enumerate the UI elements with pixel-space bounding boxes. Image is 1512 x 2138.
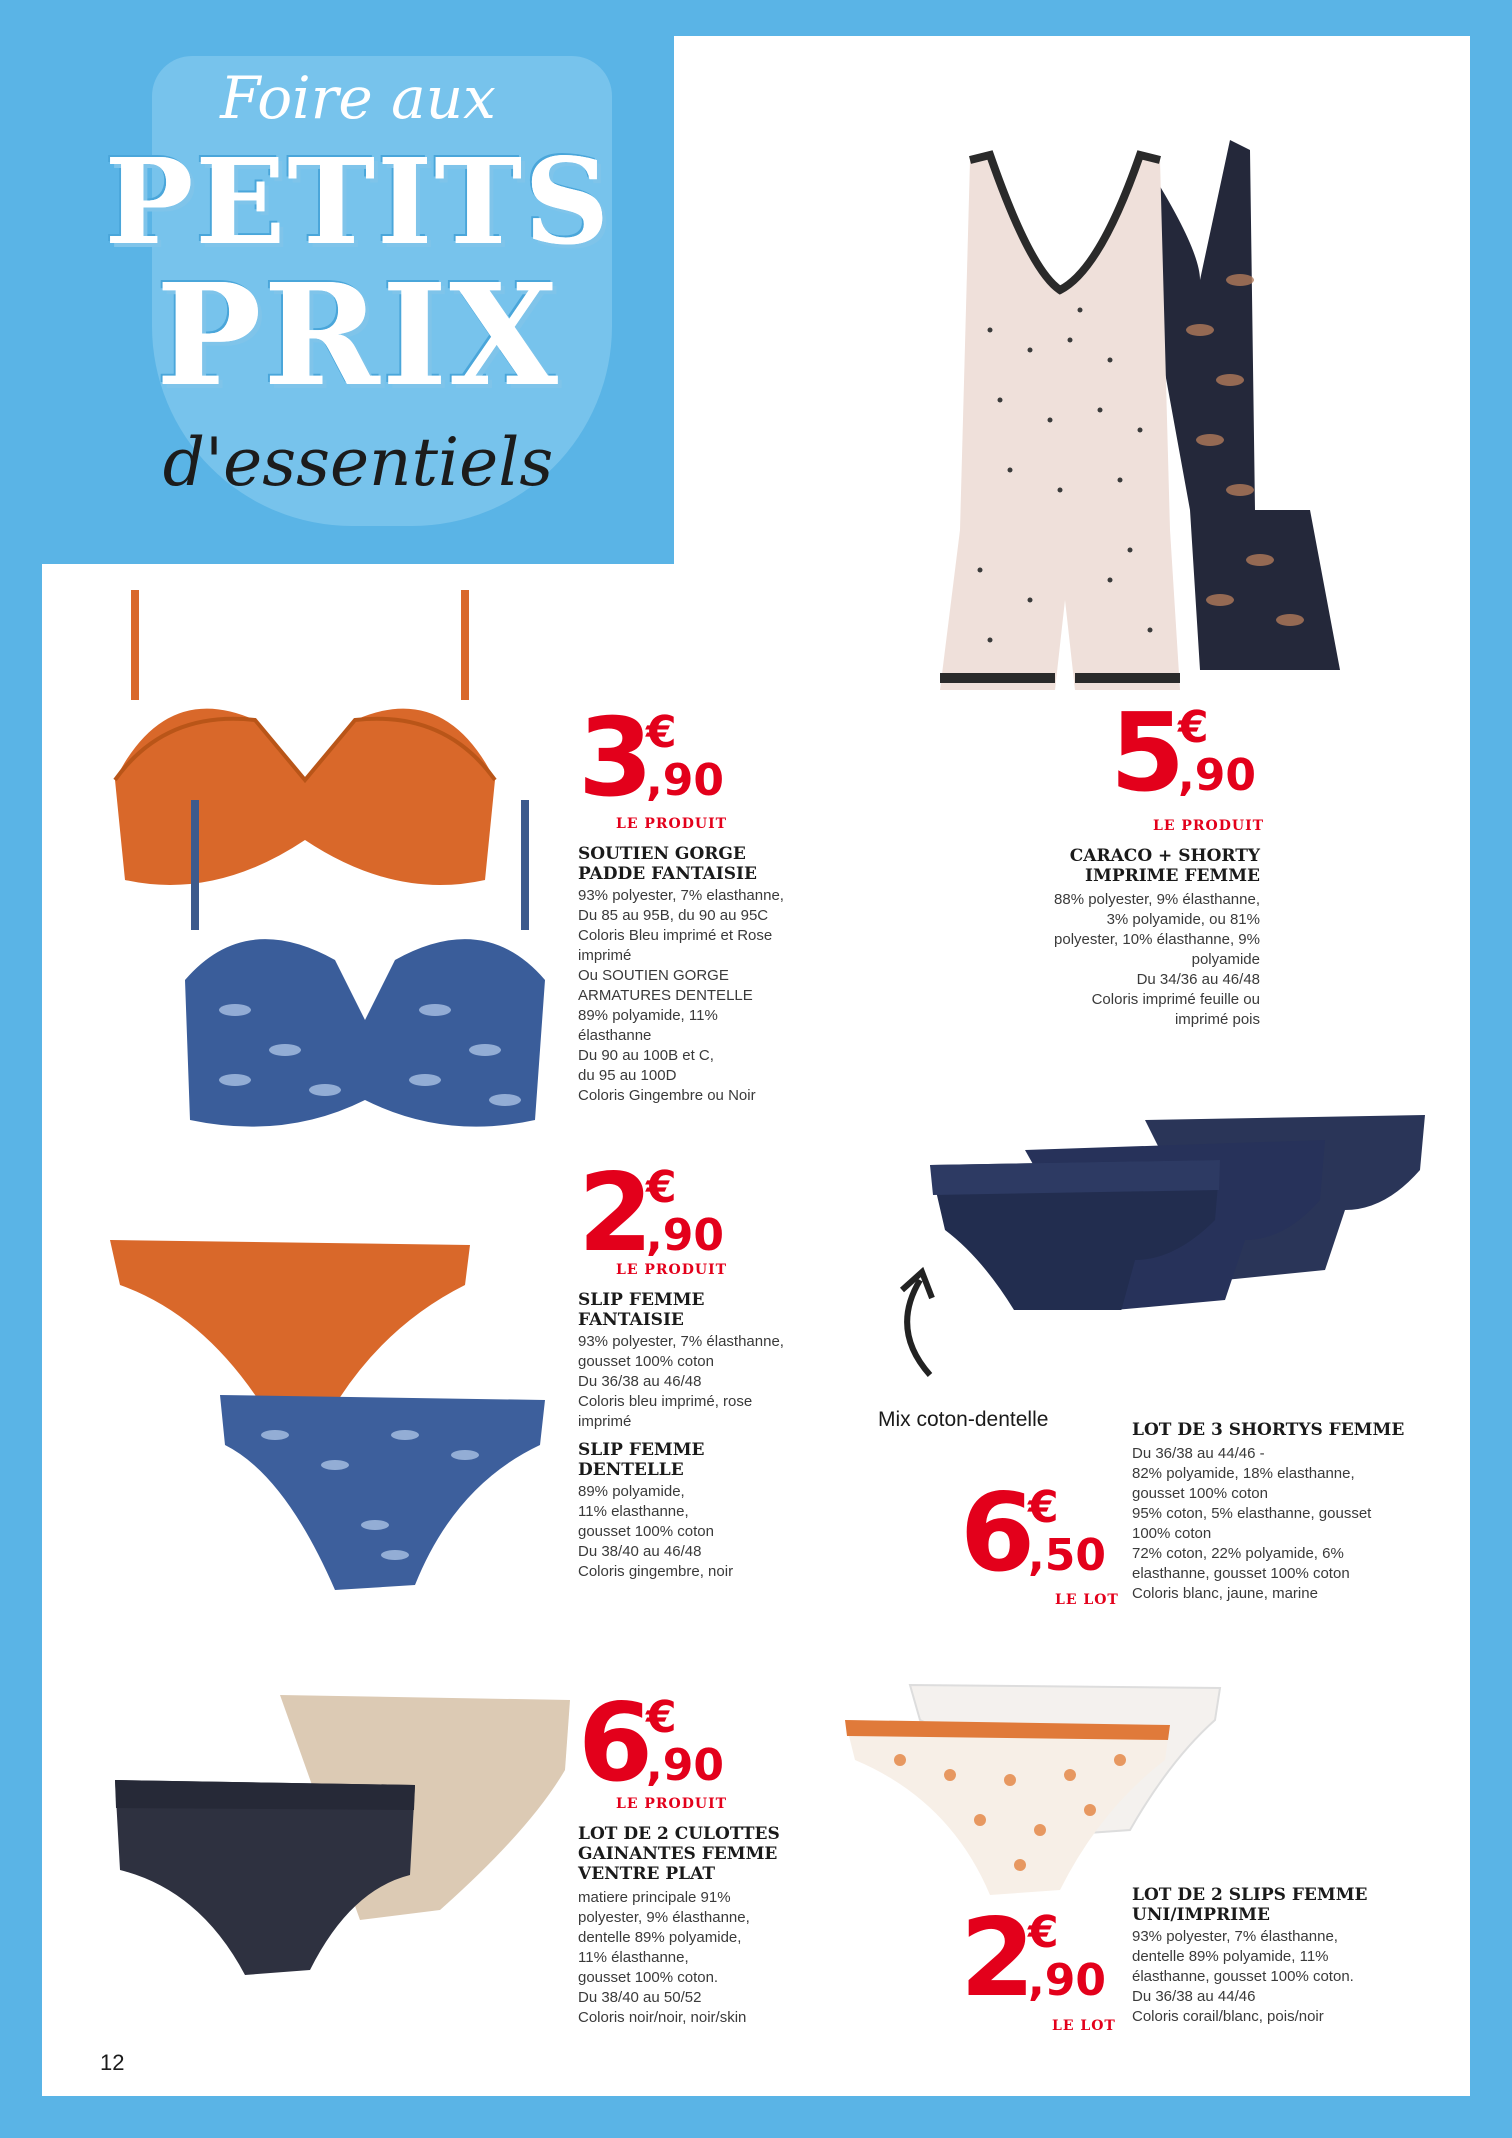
header-line4: d'essentiels [162, 424, 554, 501]
slips2-title: LOT DE 2 SLIPS FEMME UNI/IMPRIME [1132, 1885, 1368, 1925]
caraco-light [940, 155, 1180, 690]
bra-price [578, 696, 738, 821]
bra-price-int: 3 [578, 696, 650, 821]
culottes-title: LOT DE 2 CULOTTES GAINANTES FEMME VENTRE PLAT [578, 1824, 780, 1884]
frame-top [0, 0, 1512, 36]
header-line2: PETITS [104, 132, 612, 271]
caraco-unit: LE PRODUIT [1153, 818, 1265, 834]
slip-title-fantaisie: SLIP FEMME FANTAISIE [578, 1290, 705, 1330]
caraco-title: CARACO + SHORTY IMPRIME FEMME [1069, 846, 1260, 886]
slip-price-currency: € [646, 1162, 677, 1213]
page-number: 12 [100, 2050, 125, 2075]
culottes-unit: LE PRODUIT [616, 1796, 728, 1812]
shortys-price [960, 1471, 1120, 1596]
caraco-price-cents: ,90 [1178, 750, 1256, 801]
bra-unit: LE PRODUIT [616, 816, 728, 832]
header-banner [42, 36, 674, 564]
slips2-price-cents: ,90 [1028, 1955, 1106, 2006]
caraco-price-currency: € [1178, 702, 1209, 753]
culottes-price-currency: € [646, 1692, 677, 1743]
caraco-shorty-image [900, 130, 1370, 690]
shortys-desc: Du 36/38 au 44/46 - 82% polyamide, 18% elasthanne, gousset 100% coton 95% coton, 5% elasthanne, gousset 100% coton 72% coton, 22% polyamide, 6% elasthanne, gousset 100% coton Coloris blanc, jaune, marine [1132, 1445, 1372, 1602]
slips2-unit: LE LOT [1052, 2018, 1116, 2034]
culottes-image [110, 1690, 580, 1980]
frame-right [1470, 0, 1512, 2138]
arrow-icon [880, 1260, 960, 1380]
slips2-price-currency: € [1028, 1907, 1059, 1958]
shortys-price-cents: ,50 [1028, 1530, 1106, 1581]
slip-title-dentelle: SLIP FEMME DENTELLE [578, 1440, 705, 1480]
slips2-image [840, 1680, 1230, 1900]
bra-price-currency: € [646, 707, 677, 758]
shortys-unit: LE LOT [1055, 1592, 1119, 1608]
slips2-desc: 93% polyester, 7% élasthanne, dentelle 89% polyamide, 11% élasthanne, gousset 100% coton. Du 36/38 au 44/46 Coloris corail/blanc, pois/noir [1132, 1928, 1354, 2025]
shortys-price-currency: € [1028, 1482, 1059, 1533]
slip-desc-fantaisie: 93% polyester, 7% élasthanne, gousset 100% coton Du 36/38 au 46/48 Coloris bleu imprimé, rose imprimé [578, 1333, 784, 1430]
bra-image [105, 580, 555, 1135]
frame-bottom [0, 2096, 1512, 2138]
slip-price-int: 2 [578, 1151, 650, 1276]
header-line1: Foire aux [220, 64, 496, 132]
bra-price-cents: ,90 [646, 755, 724, 806]
culottes-price-cents: ,90 [646, 1740, 724, 1791]
shortys-image [925, 1110, 1430, 1310]
culottes-desc: matiere principale 91% polyester, 9% élasthanne, dentelle 89% polyamide, 11% élasthanne, gousset 100% coton. Du 38/40 au 50/52 Coloris noir/noir, noir/skin [578, 1889, 750, 2026]
slip-price-cents: ,90 [646, 1210, 724, 1261]
bra-orange [115, 590, 495, 885]
slips2-price-int: 2 [960, 1896, 1032, 2021]
shortys-callout: Mix coton-dentelle [878, 1408, 1049, 1431]
culottes-price-int: 6 [578, 1681, 650, 1806]
slip-unit: LE PRODUIT [616, 1262, 728, 1278]
caraco-price [1110, 691, 1270, 816]
shortys-price-int: 6 [960, 1471, 1032, 1596]
frame-left [0, 0, 42, 2138]
slips2-price [960, 1896, 1120, 2021]
header-line3: PRIX [156, 254, 560, 418]
caraco-desc: 88% polyester, 9% élasthanne, 3% polyamide, ou 81% polyester, 10% élasthanne, 9% polyamide Du 34/36 au 46/48 Coloris imprimé feuille ou imprimé pois [1054, 891, 1260, 1028]
slip-image [105, 1235, 555, 1595]
caraco-price-int: 5 [1110, 691, 1182, 816]
bra-title: SOUTIEN GORGE PADDE FANTAISIE [578, 844, 757, 884]
slip-price [578, 1151, 738, 1276]
shortys-title: LOT DE 3 SHORTYS FEMME [1132, 1420, 1405, 1440]
bra-desc: 93% polyester, 7% elasthanne, Du 85 au 95B, du 90 au 95C Coloris Bleu imprimé et Rose imprimé Ou SOUTIEN GORGE ARMATURES DENTELLE 89% polyamide, 11% élasthanne Du 90 au 100B et C, du 95 au 100D Coloris Gingembre ou Noir [578, 887, 784, 1104]
slip-desc-dentelle: 89% polyamide, 11% elasthanne, gousset 100% coton Du 38/40 au 46/48 Coloris gingembre, noir [578, 1483, 734, 1580]
